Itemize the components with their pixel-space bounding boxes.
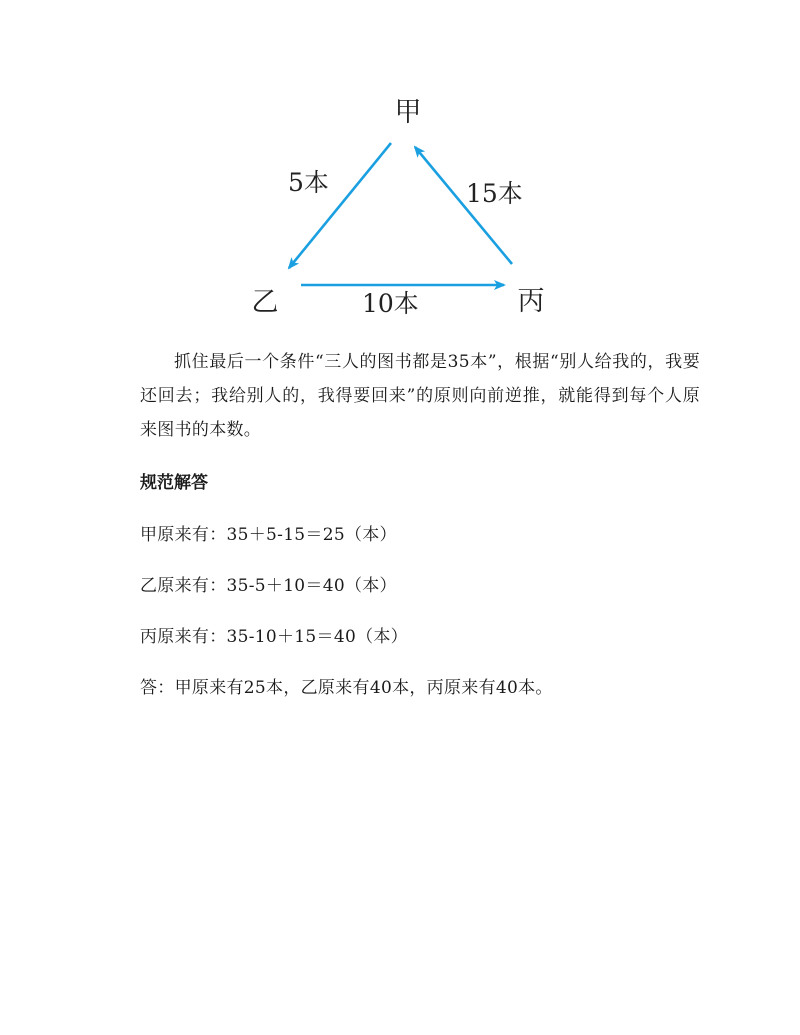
solution-heading: 规范解答 [140, 473, 208, 493]
node-jia: 甲 [394, 97, 422, 128]
solution-line-yi: 乙原来有：35-5＋10＝40（本） [140, 576, 397, 596]
edge-label-yi-to-bing: 10本 [362, 289, 419, 318]
node-yi: 乙 [251, 287, 279, 318]
solution-line-bing: 丙原来有：35-10＋15＝40（本） [140, 627, 408, 647]
book-transfer-diagram [0, 0, 800, 340]
analysis-paragraph: 抓住最后一个条件“三人的图书都是35本”，根据“别人给我的，我要还回去；我给别人的，我得要回来”的原则向前逆推，就能得到每个人原来图书的本数。 [140, 352, 700, 440]
node-bing: 丙 [517, 286, 545, 317]
arrow-jia-to-yi [289, 143, 391, 268]
answer-line: 答：甲原来有25本，乙原来有40本，丙原来有40本。 [140, 678, 553, 698]
edge-label-jia-to-yi: 5本 [288, 168, 329, 197]
edge-label-bing-to-jia: 15本 [466, 179, 523, 208]
solution-line-jia: 甲原来有：35＋5-15＝25（本） [140, 525, 397, 545]
